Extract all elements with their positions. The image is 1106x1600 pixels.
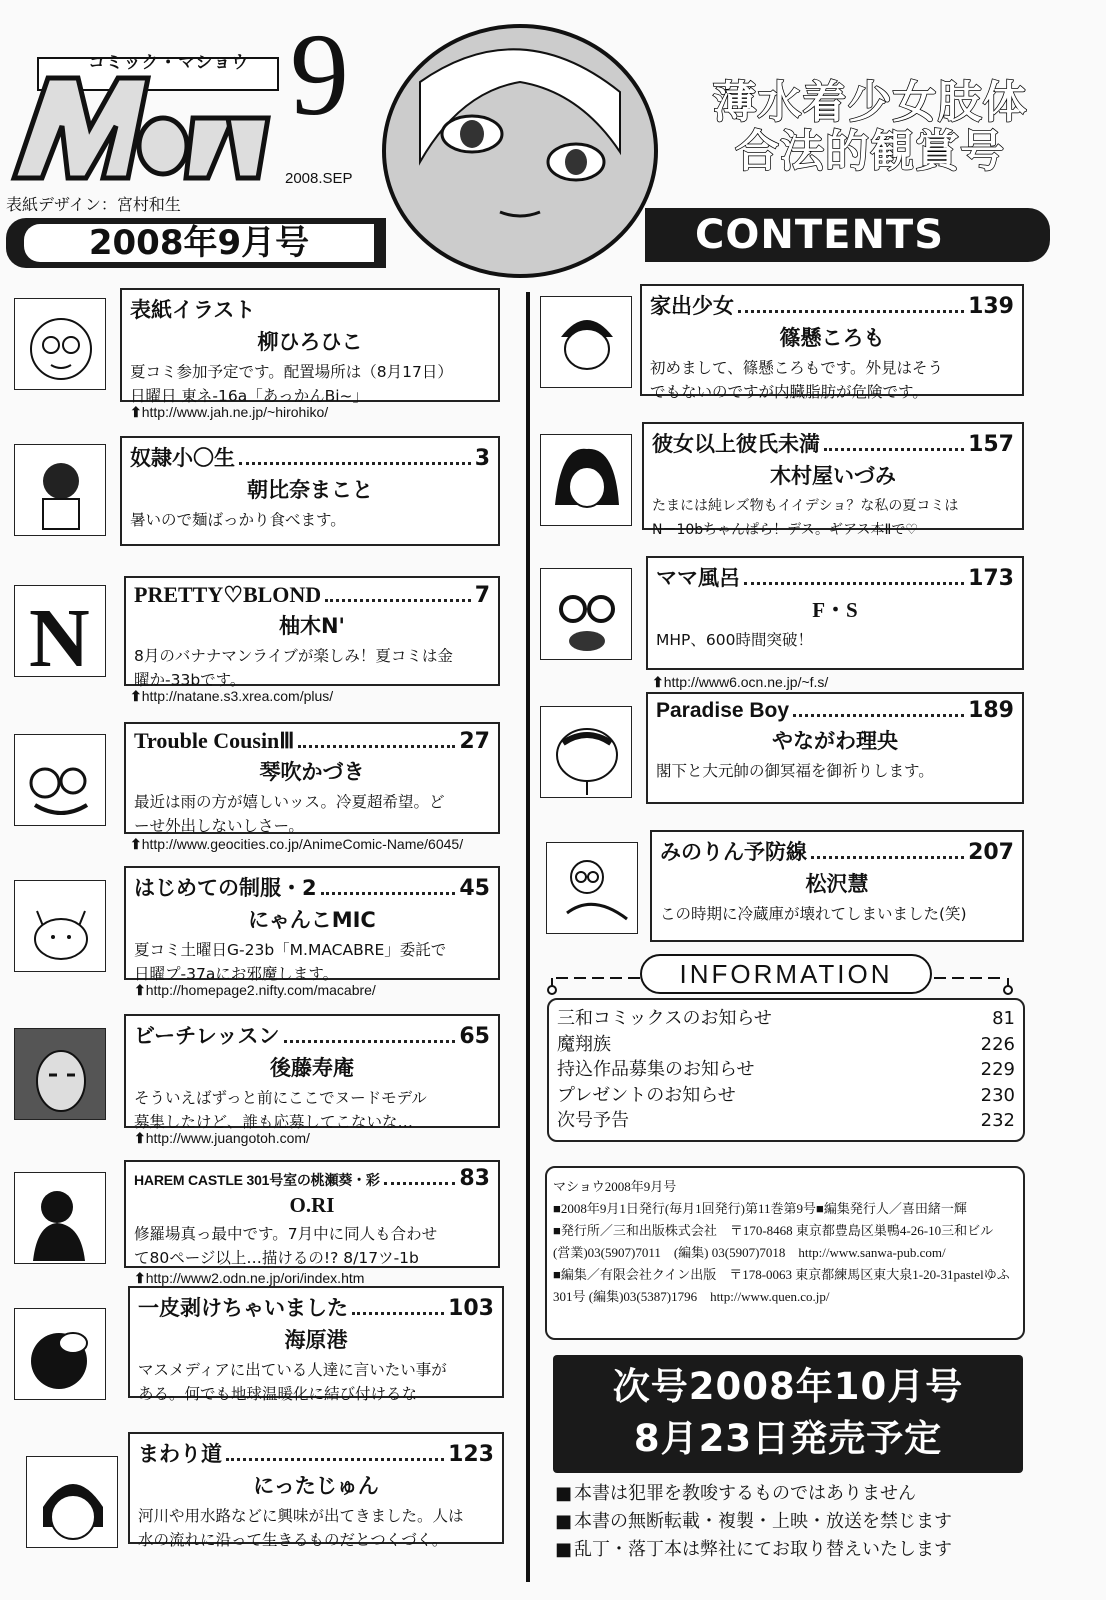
arrow-up-icon: ⬆: [130, 688, 142, 704]
entry-author: F・S: [812, 598, 858, 622]
entry-comment-line: 修羅場真っ最中です。7月中に同人も合わせ: [134, 1225, 438, 1243]
author-avatar-icon: [14, 1028, 106, 1120]
information-item[interactable]: 持込作品募集のお知らせ 229: [557, 1059, 1015, 1080]
entry-page: 189: [968, 698, 1014, 723]
entry-title: 一皮剥けちゃいました: [138, 1296, 348, 1320]
entry-comment-line: 夏コミ参加予定です。配置場所は（8月17日）: [130, 363, 453, 381]
leader-dots: [738, 299, 964, 313]
entry-comment-line: でもないのですが内臓脂肪が危険です。: [650, 383, 928, 401]
notice-line: ■ 乱丁・落丁本は弊社にてお取り替えいたします: [555, 1536, 1035, 1564]
entry-author: 海原港: [284, 1328, 348, 1352]
leader-dots: [226, 1447, 444, 1461]
entry-comment-line: 8月のバナナマンライブが楽しみ！夏コミは金: [134, 647, 453, 665]
information-item[interactable]: 魔翔族 226: [557, 1033, 1015, 1055]
contents-entry[interactable]: [646, 556, 1024, 670]
author-avatar-icon: [14, 1308, 106, 1400]
entry-comment-line: MHP、600時間突破！: [656, 631, 813, 649]
colophon-line: (営業)03(5907)7011 (編集) 03(5907)7018 http://www.sanwa-pub.com/: [553, 1245, 946, 1260]
colophon-line: ■2008年9月1日発行(毎月1回発行)第11巻第9号■編集発行人／喜田緒一輝: [553, 1201, 967, 1216]
entry-comment-line: 日曜プ-37aにお邪魔します。: [134, 965, 339, 983]
entry-title: 表紙イラスト: [130, 298, 256, 322]
colophon-line: ■編集／有限会社クイン出版 〒178-0063 東京都練馬区東大泉1-20-31pastelゆふ: [553, 1267, 1010, 1282]
entry-author: 木村屋いづみ: [770, 464, 896, 488]
contents-entry[interactable]: [124, 866, 500, 983]
letter-n-icon: [14, 585, 106, 677]
contents-entry[interactable]: [124, 1014, 500, 1131]
entry-comment-line: たまには純レズ物もイイデショ？な私の夏コミは: [652, 498, 959, 514]
entry-author: 篠懸ころも: [779, 326, 885, 350]
entry-page: 173: [968, 566, 1014, 591]
colophon: [545, 1166, 1025, 1340]
entry-page: 103: [448, 1296, 494, 1321]
arrow-up-icon: ⬆: [130, 404, 142, 420]
entry-author: にゃんこMIC: [248, 908, 376, 932]
entry-comment-line: て80ページ以上…描けるの!? 8/17ツ-1b: [134, 1249, 419, 1267]
information-item[interactable]: 三和コミックスのお知らせ 81: [557, 1008, 1015, 1029]
leader-dots: [298, 734, 455, 748]
contents-entry[interactable]: [120, 436, 500, 546]
contents-entry[interactable]: [642, 422, 1024, 538]
contents-entry[interactable]: [646, 692, 1024, 804]
entry-comment-line: 曜か-33bです。: [134, 671, 246, 689]
entry-comment-line: N－10bちゃんぱら！デス。ギアス本Ⅱで♡: [652, 522, 918, 538]
issue-banner: [6, 218, 386, 268]
entry-comment-line: 閣下と大元帥の御冥福を御祈りします。: [656, 762, 934, 780]
entry-page: 83: [459, 1166, 490, 1191]
issue-banner-label: 2008年9月号: [24, 224, 374, 262]
next-issue-line-2: 8月23日発売予定: [633, 1417, 943, 1460]
next-issue-banner: [553, 1355, 1023, 1473]
entry-title: ママ風呂: [656, 566, 740, 590]
author-avatar-icon: [14, 298, 106, 390]
author-url-link[interactable]: ⬆http://www.juangotoh.com/: [134, 1130, 310, 1146]
leader-dots: [284, 1029, 456, 1043]
entry-comment-line: ーせ外出しないしさー。: [134, 817, 304, 835]
contents-entry[interactable]: [124, 1160, 500, 1268]
information-item[interactable]: 次号予告 232: [557, 1110, 1015, 1131]
contents-entry[interactable]: [650, 830, 1024, 942]
entry-comment-line: 暑いので麺ばっかり食べます。: [130, 511, 346, 529]
leader-dots: [793, 703, 964, 717]
entry-comment-line: 初めまして、篠懸ころもです。外見はそう: [650, 359, 943, 377]
leader-dots: [811, 845, 964, 859]
arrow-up-icon: ⬆: [652, 674, 664, 690]
colophon-line: マショウ2008年9月号: [553, 1179, 677, 1194]
notice-line: ■ 本書は犯罪を教唆するものではありません: [555, 1480, 1035, 1508]
contents-banner: CONTENTS: [645, 208, 1050, 262]
entry-author: 琴吹かづき: [259, 760, 365, 784]
entry-title: 彼女以上彼氏未満: [652, 432, 820, 456]
author-avatar-icon: [540, 706, 632, 798]
entry-comment-line: 募集したけど、誰も応募してこないな…: [134, 1113, 414, 1131]
entry-title: はじめての制服・2: [134, 876, 317, 900]
entry-title: まわり道: [138, 1442, 222, 1466]
author-url-link[interactable]: ⬆http://www.geocities.co.jp/AnimeComic-Name/6045/: [130, 836, 464, 852]
cat-avatar-icon: [14, 880, 106, 972]
catch-line-2: 合法的観賞号: [735, 126, 1005, 178]
author-avatar-icon: [14, 444, 106, 536]
information-list: [547, 998, 1025, 1142]
leader-dots: [744, 571, 964, 585]
entry-page: 157: [968, 432, 1014, 457]
entry-page: 27: [459, 729, 490, 754]
issue-date: 2008.SEP: [285, 170, 353, 187]
author-avatar-icon: [540, 434, 632, 526]
cover-girl-portrait: [380, 22, 660, 280]
legal-notices: [555, 1480, 1035, 1564]
entry-title: ビーチレッスン: [134, 1024, 280, 1048]
arrow-up-icon: ⬆: [134, 1270, 146, 1286]
notice-line: ■ 本書の無断転載・複製・上映・放送を禁じます: [555, 1508, 1035, 1536]
entry-comment-line: ある。何でも地球温暖化に結び付けるな: [138, 1385, 418, 1403]
information-item[interactable]: プレゼントのお知らせ 230: [557, 1084, 1015, 1106]
author-url-link[interactable]: ⬆http://www6.ocn.ne.jp/~f.s/: [652, 674, 829, 690]
leader-dots: [824, 437, 964, 451]
author-url-link[interactable]: ⬆http://homepage2.nifty.com/macabre/: [134, 982, 376, 998]
entry-author: 柚木N': [278, 614, 345, 638]
arrow-up-icon: ⬆: [130, 836, 142, 852]
author-avatar-icon: [26, 1456, 118, 1548]
information-title: INFORMATION: [640, 954, 932, 994]
catch-line-1: 薄水着少女肢体: [712, 77, 1028, 128]
leader-dots: [321, 881, 456, 895]
leader-dots: [325, 588, 470, 602]
author-url-link[interactable]: ⬆http://natane.s3.xrea.com/plus/: [130, 688, 334, 704]
author-avatar-icon: [14, 734, 106, 826]
entry-title: Paradise Boy: [656, 699, 790, 722]
leader-dots: [384, 1171, 456, 1185]
contents-entry[interactable]: [128, 1432, 504, 1549]
entry-author: O.RI: [289, 1193, 335, 1217]
entry-comment-line: 水の流れに沿って生きるものだとつくづく。: [138, 1531, 448, 1549]
entry-title: 奴隷小〇生: [130, 446, 235, 470]
arrow-up-icon: ⬆: [134, 1130, 146, 1146]
author-avatar-icon: [546, 842, 638, 934]
logo-kana: コミック・マショウ: [88, 53, 250, 73]
author-avatar-icon: [540, 568, 632, 660]
contents-entry[interactable]: [124, 722, 500, 834]
entry-title: Trouble CousinⅢ: [134, 728, 295, 753]
entry-title: PRETTY♡BLOND: [134, 582, 322, 607]
entry-comment-line: そういえばずっと前にここでヌードモデル: [134, 1089, 427, 1107]
entry-comment-line: この時期に冷蔵庫が壊れてしまいました(笑): [660, 905, 967, 923]
contents-entry[interactable]: [128, 1286, 504, 1403]
entry-page: 65: [459, 1024, 490, 1049]
leader-dots: [239, 451, 471, 465]
entry-page: 207: [968, 840, 1014, 865]
entry-author: 柳ひろひこ: [257, 330, 363, 354]
contents-entry[interactable]: [124, 576, 500, 689]
author-url-link[interactable]: ⬆http://www.jah.ne.jp/~hirohiko/: [130, 404, 329, 420]
entry-page: 3: [474, 446, 490, 471]
author-url-link[interactable]: ⬆http://www2.odn.ne.jp/ori/index.htm: [134, 1270, 365, 1286]
entry-page: 45: [459, 876, 490, 901]
contents-entry[interactable]: [120, 288, 500, 405]
entry-comment-line: 夏コミ土曜日G-23b「M.MACABRE」委託で: [134, 941, 447, 959]
entry-title: 家出少女: [650, 294, 734, 318]
colophon-line: 301号 (編集)03(5387)1796 http://www.quen.co.jp/: [553, 1289, 830, 1304]
entry-page: 139: [968, 294, 1014, 319]
issue-number: 9: [290, 9, 349, 140]
entry-title: HAREM CASTLE 301号室の桃瀬葵・彩: [134, 1172, 380, 1188]
entry-author: 後藤寿庵: [270, 1056, 354, 1080]
entry-page: 123: [448, 1442, 494, 1467]
entry-author: やながわ理央: [772, 729, 898, 753]
entry-page: 7: [474, 583, 490, 608]
entry-comment-line: マスメディアに出ている人達に言いたい事が: [138, 1361, 447, 1379]
column-divider: [526, 292, 530, 1582]
leader-dots: [352, 1301, 444, 1315]
entry-comment-line: 最近は雨の方が嬉しいッス。冷夏超希望。ど: [134, 793, 445, 811]
colophon-line: ■発行所／三和出版株式会社 〒170-8468 東京都豊島区巣鴨4-26-10三和ビル: [553, 1223, 994, 1238]
cover-design-credit: 表紙デザイン：宮村和生: [6, 195, 181, 214]
entry-author: 松沢慧: [805, 872, 869, 896]
next-issue-line-1: 次号2008年10月号: [612, 1365, 964, 1408]
entry-author: 朝比奈まこと: [247, 478, 373, 502]
svg-text:N: N: [29, 592, 90, 677]
silhouette-avatar-icon: [14, 1172, 106, 1264]
author-avatar-icon: [540, 296, 632, 388]
entry-comment-line: 日曜日 東ネ-16a「あっかんBi~」: [130, 387, 369, 405]
entry-title: みのりん予防線: [660, 840, 807, 864]
entry-comment-line: 河川や用水路などに興味が出てきました。人は: [138, 1507, 464, 1525]
entry-author: にったじゅん: [253, 1474, 379, 1498]
catch-copy: [660, 78, 1080, 177]
arrow-up-icon: ⬆: [134, 982, 146, 998]
contents-entry[interactable]: [640, 284, 1024, 401]
